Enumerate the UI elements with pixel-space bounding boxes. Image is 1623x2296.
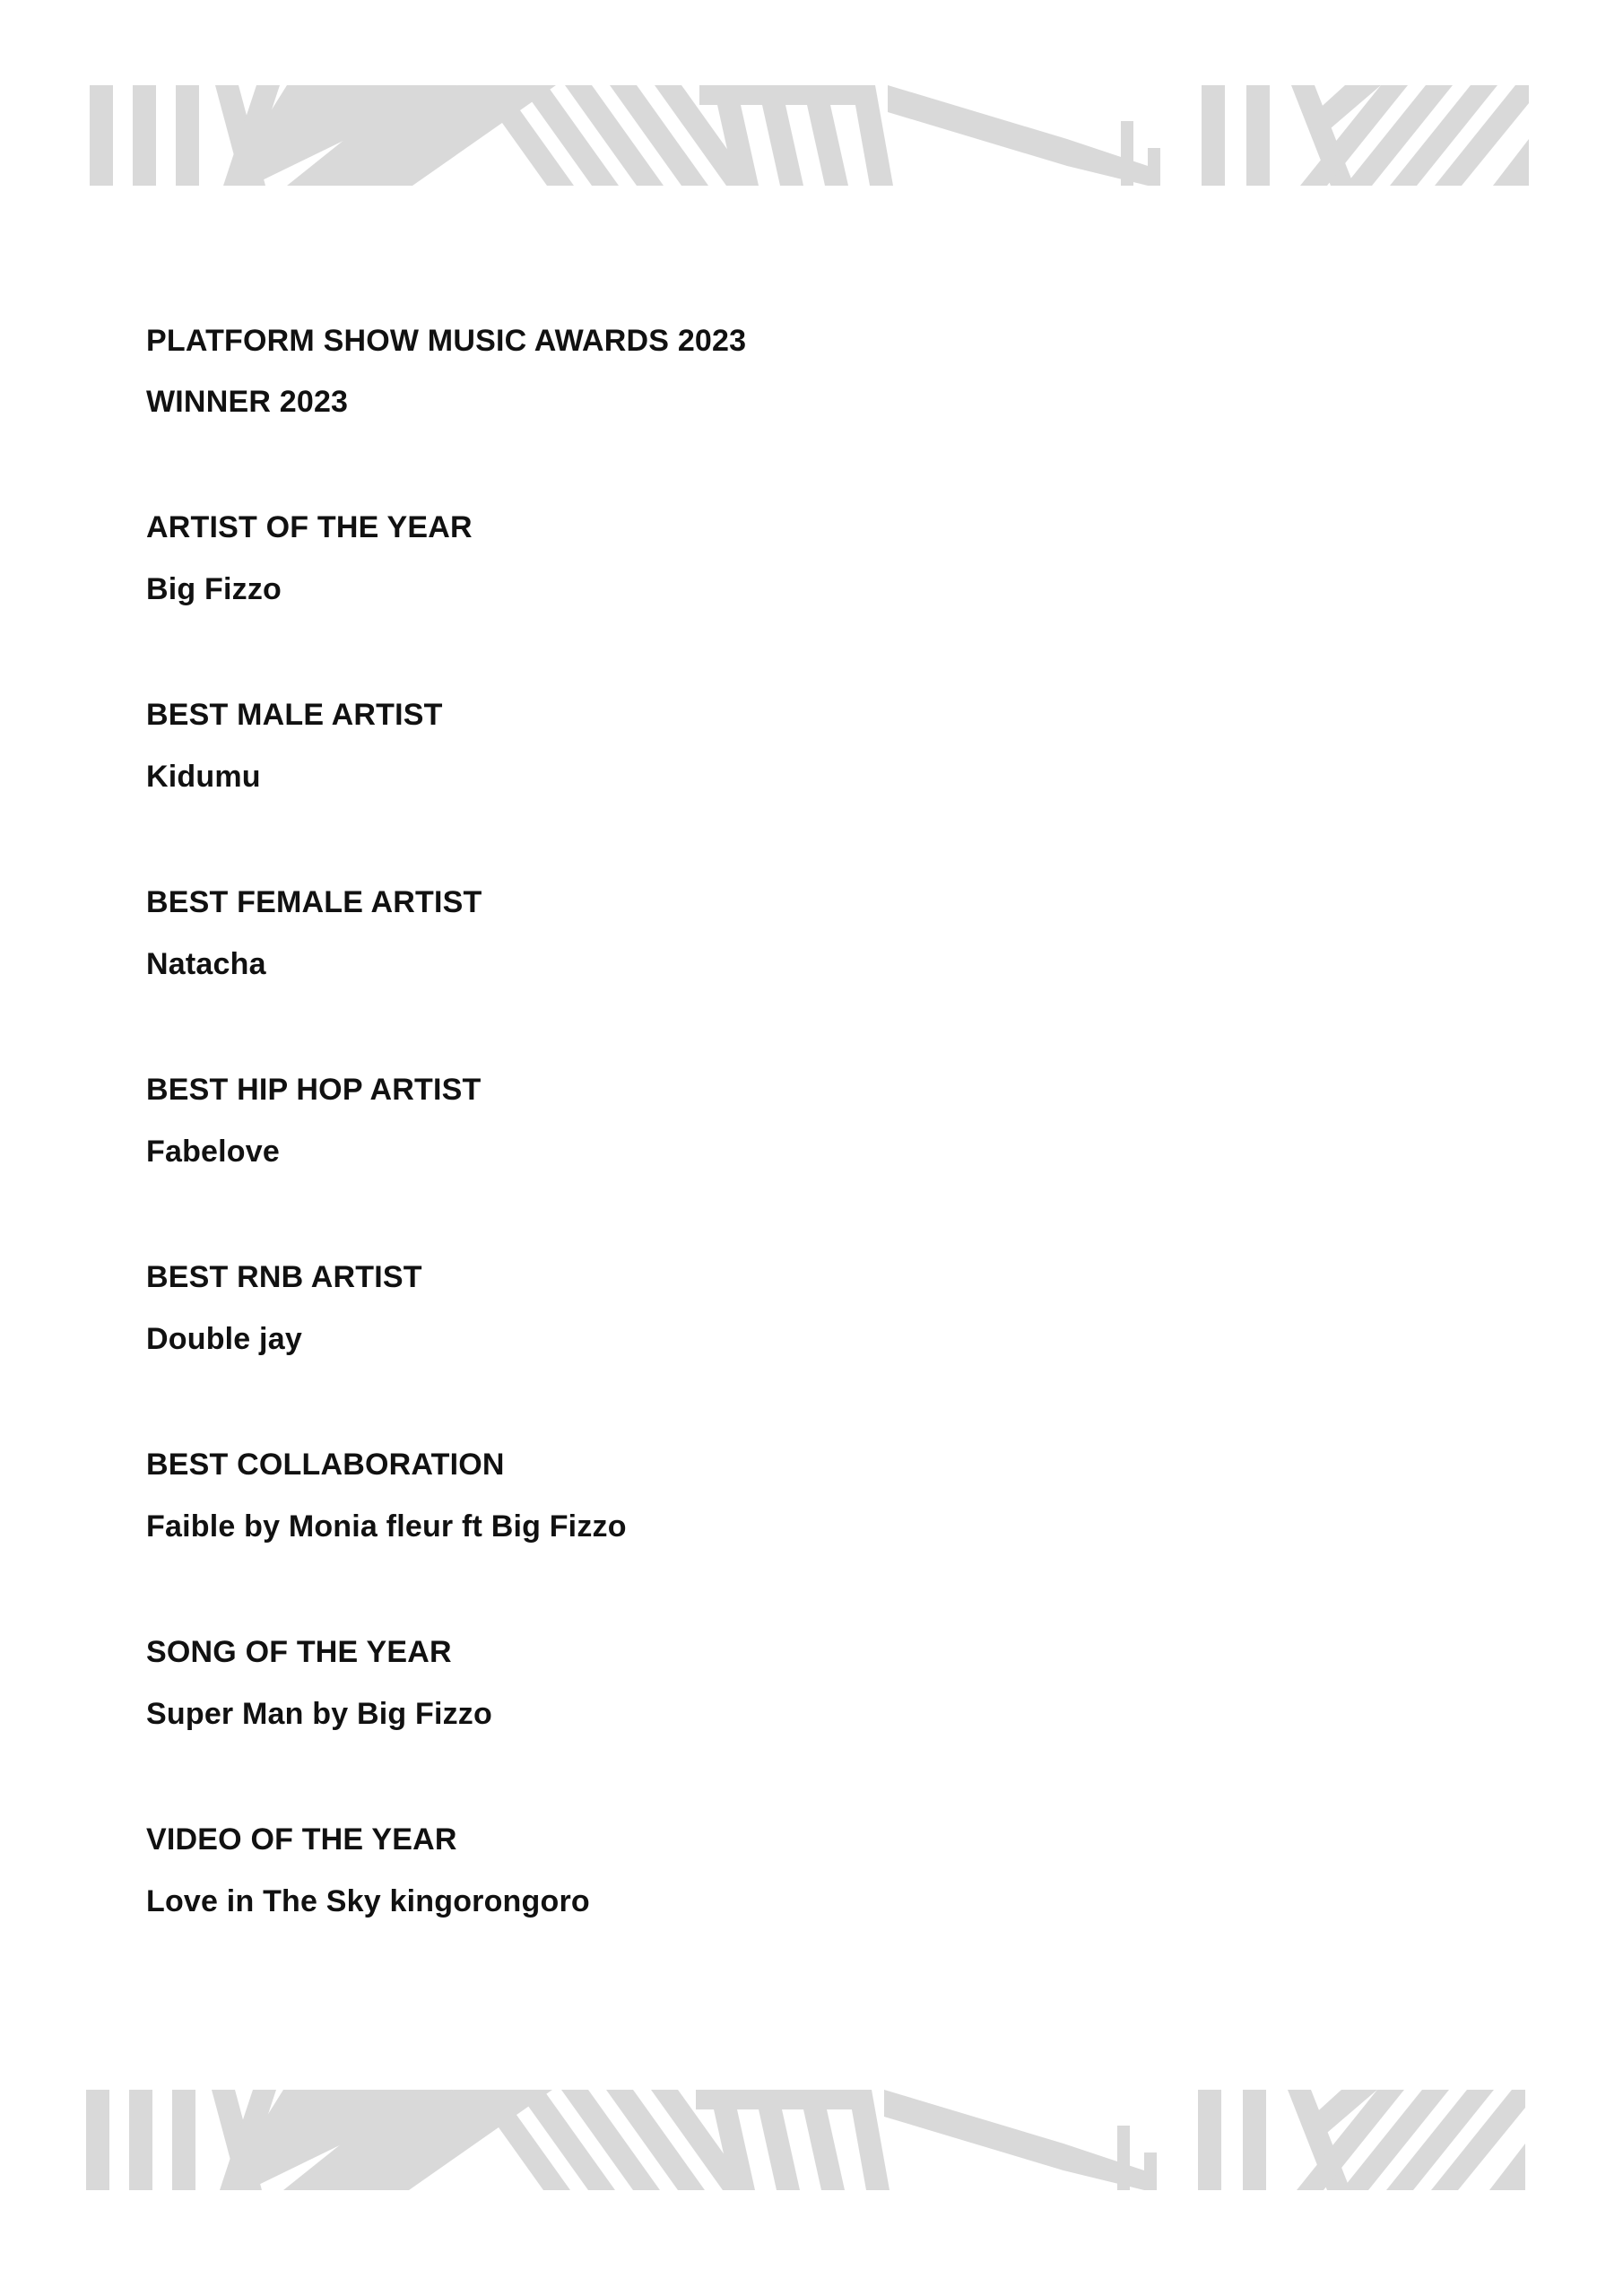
award-category: BEST HIP HOP ARTIST	[146, 1073, 482, 1107]
award-category: SONG OF THE YEAR	[146, 1635, 452, 1669]
award-entry	[146, 1447, 1402, 1544]
page-subtitle: WINNER 2023	[146, 385, 349, 419]
award-category: BEST RNB ARTIST	[146, 1260, 422, 1294]
award-category: BEST FEMALE ARTIST	[146, 885, 482, 919]
award-winner: Fabelove	[146, 1135, 280, 1169]
award-category: BEST MALE ARTIST	[146, 698, 443, 732]
top-decorative-banner	[90, 85, 1529, 186]
award-winner: Kidumu	[146, 760, 261, 794]
award-category: VIDEO OF THE YEAR	[146, 1822, 457, 1857]
award-entry	[146, 884, 1402, 982]
page-title: PLATFORM SHOW MUSIC AWARDS 2023	[146, 324, 747, 358]
award-winner: Natacha	[146, 947, 266, 981]
bottom-decorative-banner	[86, 2090, 1525, 2190]
award-winner: Faible by Monia fleur ft Big Fizzo	[146, 1509, 627, 1544]
award-entry	[146, 1822, 1402, 1919]
awards-document	[146, 323, 1402, 2009]
stripe-pattern-icon	[86, 2090, 1525, 2190]
award-entry	[146, 697, 1402, 795]
award-entry	[146, 1634, 1402, 1732]
award-winner: Love in The Sky kingorongoro	[146, 1884, 590, 1918]
award-category: ARTIST OF THE YEAR	[146, 510, 473, 544]
stripe-pattern-icon	[90, 85, 1529, 186]
award-winner: Double jay	[146, 1322, 302, 1356]
award-entry	[146, 1072, 1402, 1170]
award-winner: Big Fizzo	[146, 572, 282, 606]
award-entry	[146, 1259, 1402, 1357]
award-winner: Super Man by Big Fizzo	[146, 1697, 492, 1731]
award-entry	[146, 509, 1402, 607]
award-category: BEST COLLABORATION	[146, 1448, 505, 1482]
